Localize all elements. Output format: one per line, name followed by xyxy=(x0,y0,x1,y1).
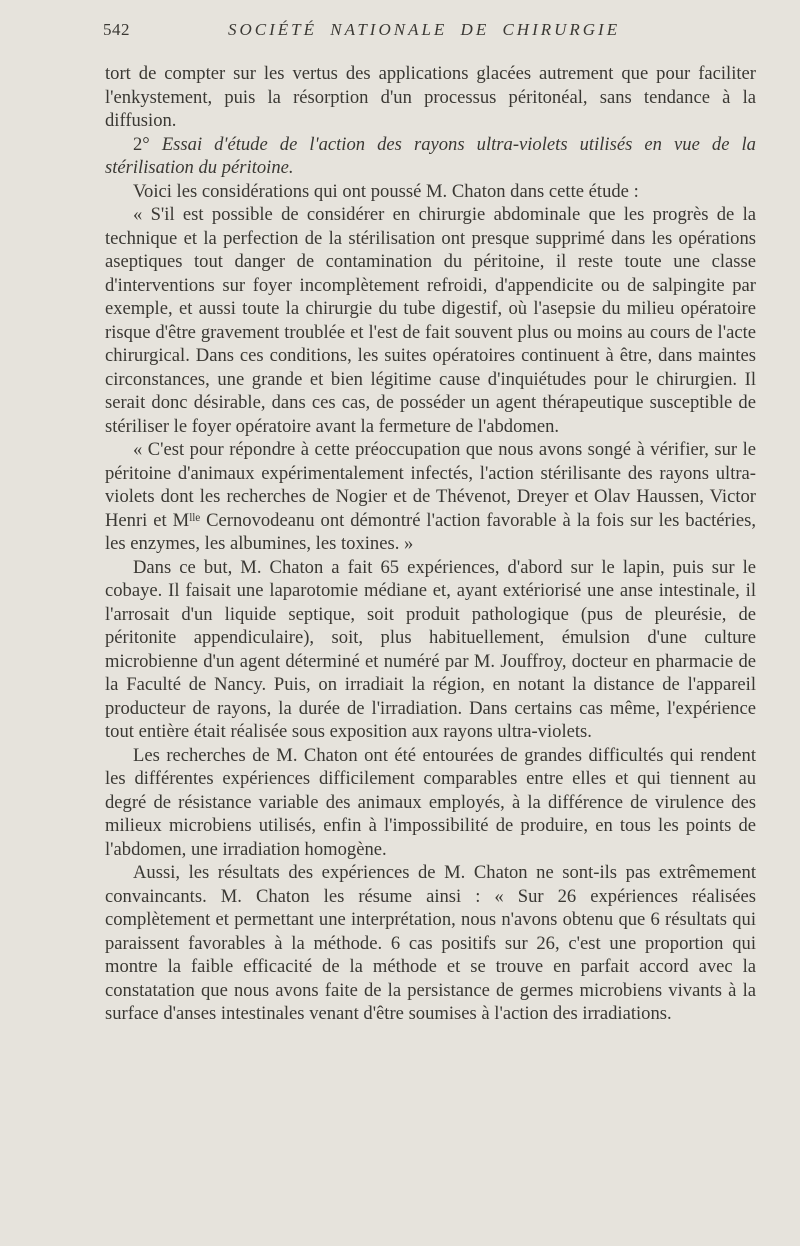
paragraph-difficulties: Les recherches de M. Chaton ont été entourées de grandes difficultés qui rendent les différentes expériences difficilement comparables entre elles et qui tiennent au degré de résistance variable des animaux employés, à la différence de virulence des milieux microbiens utilisés, enfin à l'impossibilité de produire, en tous les points de l'abdomen, une irradiation homogène. xyxy=(105,744,756,860)
paragraph-quote-1: « S'il est possible de considérer en chirurgie abdominale que les progrès de la technique et la perfection de la stérilisation ont presque supprimé dans les opérations aseptiques tout danger de contamination du péritoine, il reste toute une classe d'interventions sur foyer incomplètement refroidi, d'appendicite ou de salpingite par exemple, et aussi toute la chirurgie du tube digestif, où l'asepsie du milieu opératoire risque d'être gravement troublée et l'est de fait souvent plus ou moins au cours de l'acte chirurgical. Dans ces conditions, les suites opératoires continuent à être, dans maintes circonstances, une grande et bien légitime cause d'inquiétudes pour le chirurgien. Il serait donc désirable, dans ces cas, de posséder un agent thérapeutique susceptible de stériliser le foyer opératoire avant la fermeture de l'abdomen. xyxy=(105,204,756,437)
paragraph-experiments: Dans ce but, M. Chaton a fait 65 expériences, d'abord sur le lapin, puis sur le cobaye. Il faisait une laparotomie médiane et, ayant extériorisé une anse intestinale, il l'arrosait d'un liquide septique, soit produit pathologique (pus de pleurésie, de péritonite appendiculaire), soit, plus habituellement, émulsion d'une culture microbienne d'un agent déterminé et numéré par M. Jouffroy, docteur en pharmacie de la Faculté de Nancy. Puis, on irradiait la région, en notant la distance de l'appareil producteur de rayons, la durée de l'irradiation. Dans certains cas même, l'expérience tout entière était réalisée sous exposition aux rayons ultra-violets. xyxy=(105,556,756,742)
section-heading xyxy=(105,133,756,180)
page-number: 542 xyxy=(103,20,130,39)
section-number: 2° xyxy=(133,133,150,155)
paragraph-quote-2: « C'est pour répondre à cette préoccupation que nous avons songé à vérifier, sur le péritoine d'animaux expérimentalement infectés, l'action stérilisante des rayons ultra-violets dont les recherches de Nogier et de Thévenot, Dreyer et Olav Haussen, Victor Henri et Mˡˡᵉ Cernovodeanu ont démontré l'action favorable à la fois sur les bactéries, les enzymes, les albumines, les toxines. » xyxy=(105,439,756,554)
body-text xyxy=(105,62,756,1026)
paragraph-continuation: tort de compter sur les vertus des applications glacées autrement que pour faciliter l'enkystement, puis la résorption d'un processus péritonéal, sans tendance à la diffusion. xyxy=(105,63,756,131)
page-header xyxy=(103,20,756,46)
running-title: SOCIÉTÉ NATIONALE DE CHIRURGIE xyxy=(228,20,621,39)
section-title: Essai d'étude de l'action des rayons ultra-violets utilisés en vue de la stérilisation du péritoine. xyxy=(105,133,756,178)
paragraph-intro: Voici les considérations qui ont poussé M. Chaton dans cette étude : xyxy=(133,180,639,202)
paragraph-results: Aussi, les résultats des expériences de M. Chaton ne sont-ils pas extrêmement convaincants. M. Chaton les résume ainsi : « Sur 26 expériences réalisées complètement et permettant une interprétation, nous n'avons obtenu que 6 résultats qui paraissent favorables à la méthode. 6 cas positifs sur 26, c'est une proportion qui montre la faible efficacité de la méthode et se trouve en parfait accord avec la constatation que nous avons faite de la persistance de germes microbiens vivants à la surface d'anses intestinales venant d'être soumises à l'action des irradiations. xyxy=(105,862,756,1024)
